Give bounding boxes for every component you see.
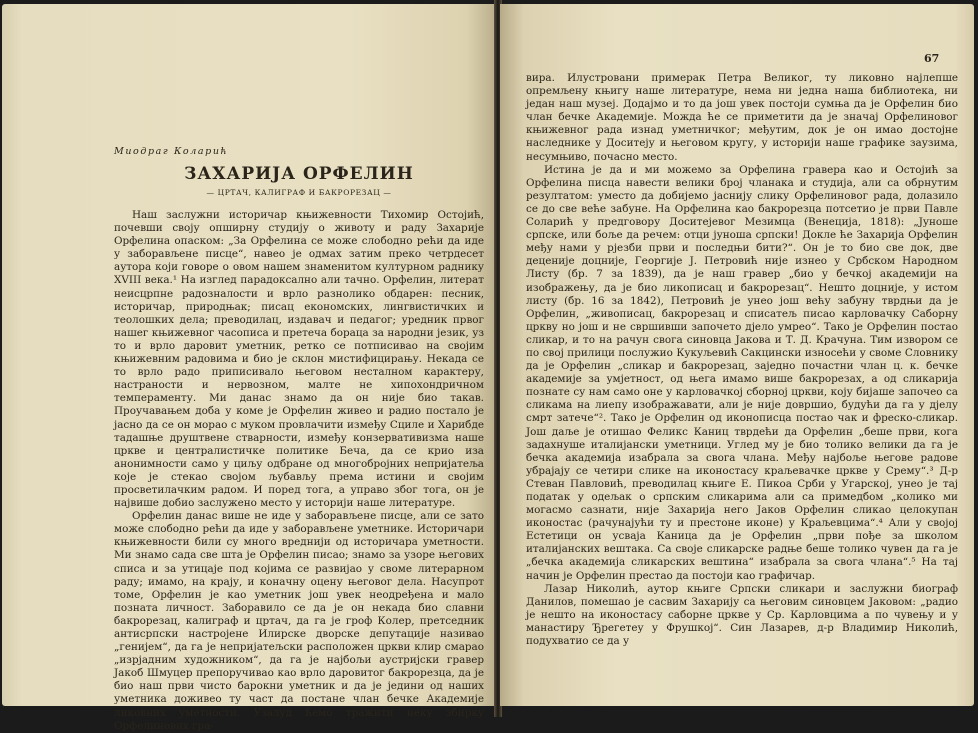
paragraph: Лазар Николић, аутор књиге Српски сликари и заслужни биограф Данилов, помешао је сасвим Захарију са његовим синовцем Јаковом: „радио је нешто на иконостасу саборне цркве у Ср. Карловцима а по чувењу и у манастиру Ђрегетеу у Фрушкој“. Син Лазарев, д-р Владимир Николић, подухватио се да у	[526, 582, 958, 648]
article-subtitle: — ЦРТАЧ, КАЛИГРАФ И БАКРОРЕЗАЦ —	[206, 188, 392, 197]
left-page	[2, 4, 496, 732]
right-text-column	[526, 72, 958, 648]
paragraph: Истина је да и ми можемо за Орфелина гравера као и Остојић за Орфелина писца навести велики број чланака и студија, али са обрнутим резултатом: уместо да добијемо јаснију слику Орфелиновог рада, долазило се до све веће забуне. На Орфелина као бакрорезца потсетио је први Павле Соларић у предговору Доситејевог Мезимца (Венеција, 1818): „Јуноше српске, или боље да речем: отци јуноша српски! Докле ће Захарија Орфелин међу нами у рјезби први и последњи бити?“. Он је то био све док, две деценије доцније, Георгије Ј. Петровић није изнео у Србском Народном Листу (бр. 7 за 1839), да је наш гравер „био у бечкој академији на изображењу, да је био ликописац и бакрорезац“. Нешто доцније, у истом листу (бр. 16 за 1842), Петровић је унео још већу забуну тврдњи да је Орфелин, „живописац, бакрорезац и списатељ писао карловачку Саборну цркву но још и не свршивши започето дјело умрео“. Тако је Орфелин постао сликар, и то на рачун свога синовца Јакова и Т. Д. Крачуна. Тим извором се по свој прилици послужио Кукуљевић Сакцински износећи у своме Словнику да је Орфелин „сликар и бакрорезац, заједно почастни члан ц. к. бечке академије за умјетност, од њега имамо више бакрорезах, а од сликарија познате су нам само оне у карловачкој сборној цркви, коју бијаше започео са сликама на лиепу изображавати, али је није довршио, будући да га у дјелу смрт затече“². Тако је Орфелин од иконописца постао чак и фреско-сликар. Још даље је отишао Феликс Каниц тврдећи да Орфелин „беше први, кога задахнуше италијански уметници. Углед му је био толико велики да га је бечка академија изабрала за свога члана. Међу најбоље његове радове убрајају се четири слике на иконостасу краљевачке цркве у Срему“.³ Д-р Стеван Павловић, преводилац књиге Е. Пикоа Срби у Угарској, унео је тај податак у одељак о српским сликарима али са примедбом „колико ми могасмо сазнати, није Захарија него Јаков Орфелин сликао целокупан иконостас (рачунајући ту и престоне иконе) у Краљевцима“.⁴ Али у својој Естетици он усваја Каница да је Орфелин „први пође за школом италијанских вештака. Са своје сликарске радње беше толико чувен да га је „бечка академија сликарских вештина“ изабрала за свога члана“.⁵ На тај начин је Орфелин престао да постоји као графичар.	[526, 163, 958, 582]
paragraph: Наш заслужни историчар књижевности Тихомир Остојић, почевши своју опширну студију о животу и раду Захарије Орфелина опаском: „За Орфелина се може слободно рећи да иде у заборављене писце“, навео је одмах затим преко четрдесет аутора који говоре о овом нашем знаменитом културном раднику XVIII века.¹ На изглед парадоксално али тачно. Орфелин, литерат неисцрпне радозналости и врло разнолико обдарен: песник, историчар, природњак; писац економских, лингвистичких и теолошких дела; преводилац, издавач и педагог; уредник првог нашег књижевног часописа и претеча бораца за народни језик, уз то и врло даровит уметник, ретко се потписивао на својим књижевним радовима и био је склон мистифицирању. Некада се то врло радо приписивало његовом несталном карактеру, настраности и нервозном, малте не хипохондричном темпераменту. Ми данас знамо да он није био такав. Проучавањем доба у коме је Орфелин живео и радио постало је јасно да се он морао с муком провлачити између Сциле и Харибде тадашње друштвене стварности, између конзервативизма наше цркве и централистичке политике Беча, да се крио иза анонимности само у циљу одбране од многобројних непријатеља које је стекао својом љубављу према истини и својим просветилачким радом. И поред тога, а управо због тога, он је највише добио заслужено место у историји наше литературе.	[114, 209, 484, 510]
right-page	[500, 4, 974, 706]
paragraph: вира. Илустровани примерак Петра Великог, ту ликовно најлепше опремљену књигу наше литературе, нема ни једна наша библиотека, ни један наш музеј. Додајмо и то да још увек постоји сумња да је Орфелин био члан бечке Академије. Можда ће се приметити да је значај Орфелиновог књижевног рада изнад уметничког; међутим, док је он имао достојне наследнике у Доситеју и његовом кругу, у историји наше графике заузима, несумњиво, почасно место.	[526, 72, 958, 163]
author-name: Миодраг Коларић	[114, 146, 229, 157]
article-title: ЗАХАРИЈА ОРФЕЛИН	[184, 164, 414, 184]
paragraph: Орфелин данас више не иде у заборављене писце, али се зато може слободно рећи да иде у заборављене уметнике. Историчари књижевности били су много вреднији од историчара уметности. Ми знамо сада све шта је Орфелин писао; знамо за узоре његових списа и за утицаје под којима се развијао у своме литерарном раду; имамо, на крају, и коначну оцену његовог дела. Насупрот томе, Орфелин је као уметник још увек неодређена и мало позната личност. Заборавило се да је он некада био славни бакрорезац, калиграф и цртач, да га је гроф Колер, претседник антисрпски настројене Илирске дворске депутације називао „генијем“, да га је непријатељски расположен цркви клир смарао „изрјадним художником“, да га је најбољи аустријски гравер Јакоб Шмуцер препоручивао као врло даровитог бакрорезца, да је био наш први чисто барокни уметник и да је једини од наших уметника доживео ту част да постане члан бечке Академије ликовних уметности. Узалуд ћемо тражити неку збирку Орфелинових гра-	[114, 510, 484, 732]
left-text-column	[114, 209, 484, 733]
page-number: 67	[924, 52, 940, 65]
